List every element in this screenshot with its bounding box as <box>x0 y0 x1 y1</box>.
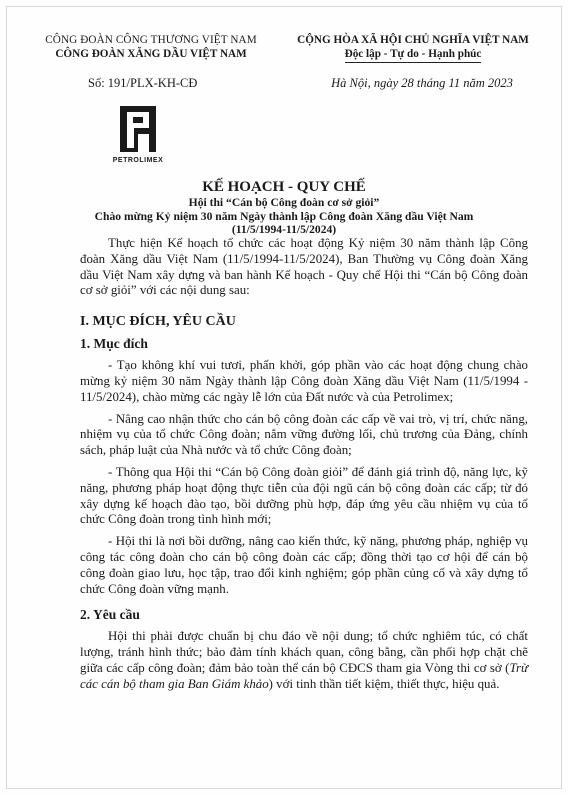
title-line-contest: Hội thi “Cán bộ Công đoàn cơ sở giỏi” <box>188 196 380 209</box>
issuer-block <box>28 33 274 61</box>
intro-paragraph: Thực hiện Kế hoạch tổ chức các hoạt động Kỷ niệm 30 năm thành lập Công đoàn Xăng dầu Việt Nam (11/5/1994-11/5/2024), Ban Thường vụ Công đoàn Xăng dầu Việt Nam xây dựng và ban hành Kế hoạch - Quy chế Hội thi “Cán bộ Công đoàn cơ sở giỏi” với các nội dung sau: <box>80 236 528 298</box>
purpose-bullet: - Tạo không khí vui tươi, phấn khởi, góp phần vào các hoạt động chung chào mừng kỷ niệm 30 năm Ngày thành lập Công đoàn Xăng dầu Việt Nam (11/5/1994 - 11/5/2024), chào mừng các ngày lễ lớn của Đất nước và của Petrolimex; <box>80 358 528 404</box>
petrolimex-logo-icon <box>108 100 168 160</box>
title-line-dates: (11/5/1994-11/5/2024) <box>231 223 337 236</box>
national-title: CỘNG HÒA XÃ HỘI CHỦ NGHĨA VIỆT NAM <box>297 34 529 46</box>
document-body <box>80 236 528 693</box>
national-motto: Độc lập - Tự do - Hạnh phúc <box>345 47 482 63</box>
subsection-heading-purpose: 1. Mục đích <box>80 336 148 352</box>
requirements-text-end: ) với tinh thần tiết kiệm, thiết thực, hiệu quả. <box>268 676 500 691</box>
purpose-bullet: - Hội thi là nơi bồi dưỡng, nâng cao kiến thức, kỹ năng, phương pháp, nghiệp vụ công tác công đoàn cho cán bộ công đoàn các cấp; đồng thời tạo cơ hội để cán bộ công đoàn giao lưu, học tập, trao đổi kinh nghiệm; góp phần củng cố và xây dựng tổ chức Công đoàn vững mạnh. <box>80 534 528 596</box>
purpose-bullet: - Thông qua Hội thi “Cán bộ Công đoàn giỏi” để đánh giá trình độ, năng lực, kỹ năng, phương pháp hoạt động thực tiễn của đội ngũ cán bộ công đoàn các cấp; từ đó xây dựng kế hoạch đào tạo, bồi dưỡng phù hợp, đáp ứng yêu cầu nhiệm vụ của tổ chức Công đoàn trong tình hình mới; <box>80 464 528 527</box>
document-date: Hà Nội, ngày 28 tháng 11 năm 2023 <box>331 76 513 90</box>
document-title: KẾ HOẠCH - QUY CHẾ <box>202 179 366 195</box>
title-line-anniversary: Chào mừng Kỷ niệm 30 năm Ngày thành lập Công đoàn Xăng dầu Việt Nam <box>94 209 474 223</box>
requirements-text: Hội thi phải được chuẩn bị chu đáo về nội dung; tổ chức nghiêm túc, có chất lượng, tránh hình thức; bảo đảm tính khách quan, công bằng, cần phối hợp chặt chẽ giữa các cấp công đoàn; đảm bảo toàn thể cán bộ CĐCS tham gia Vòng thi cơ sở ( <box>80 629 528 675</box>
title-block <box>40 178 528 237</box>
issuer-name: CÔNG ĐOÀN XĂNG DẦU VIỆT NAM <box>55 48 247 60</box>
issuer-parent: CÔNG ĐOÀN CÔNG THƯƠNG VIỆT NAM <box>45 34 257 46</box>
requirements-note: Trừ các cán bộ tham gia Ban Giám khảo <box>80 660 528 691</box>
document-number: Số: 191/PLX-KH-CĐ <box>88 76 198 90</box>
subsection-heading-requirements: 2. Yêu cầu <box>80 607 140 623</box>
requirements-paragraph <box>80 629 528 692</box>
purpose-bullet: - Nâng cao nhận thức cho cán bộ công đoàn các cấp về vai trò, vị trí, chức năng, nhiệm vụ của tổ chức Công đoàn; nắm vững đường lối, chủ trương của Đảng, chính sách, pháp luật của Nhà nước và tổ chức Công đoàn; <box>80 411 528 458</box>
logo-wordmark: PETROLIMEX <box>112 157 164 164</box>
national-motto-block <box>282 33 544 63</box>
section-heading: I. MỤC ĐÍCH, YÊU CẦU <box>80 314 236 330</box>
